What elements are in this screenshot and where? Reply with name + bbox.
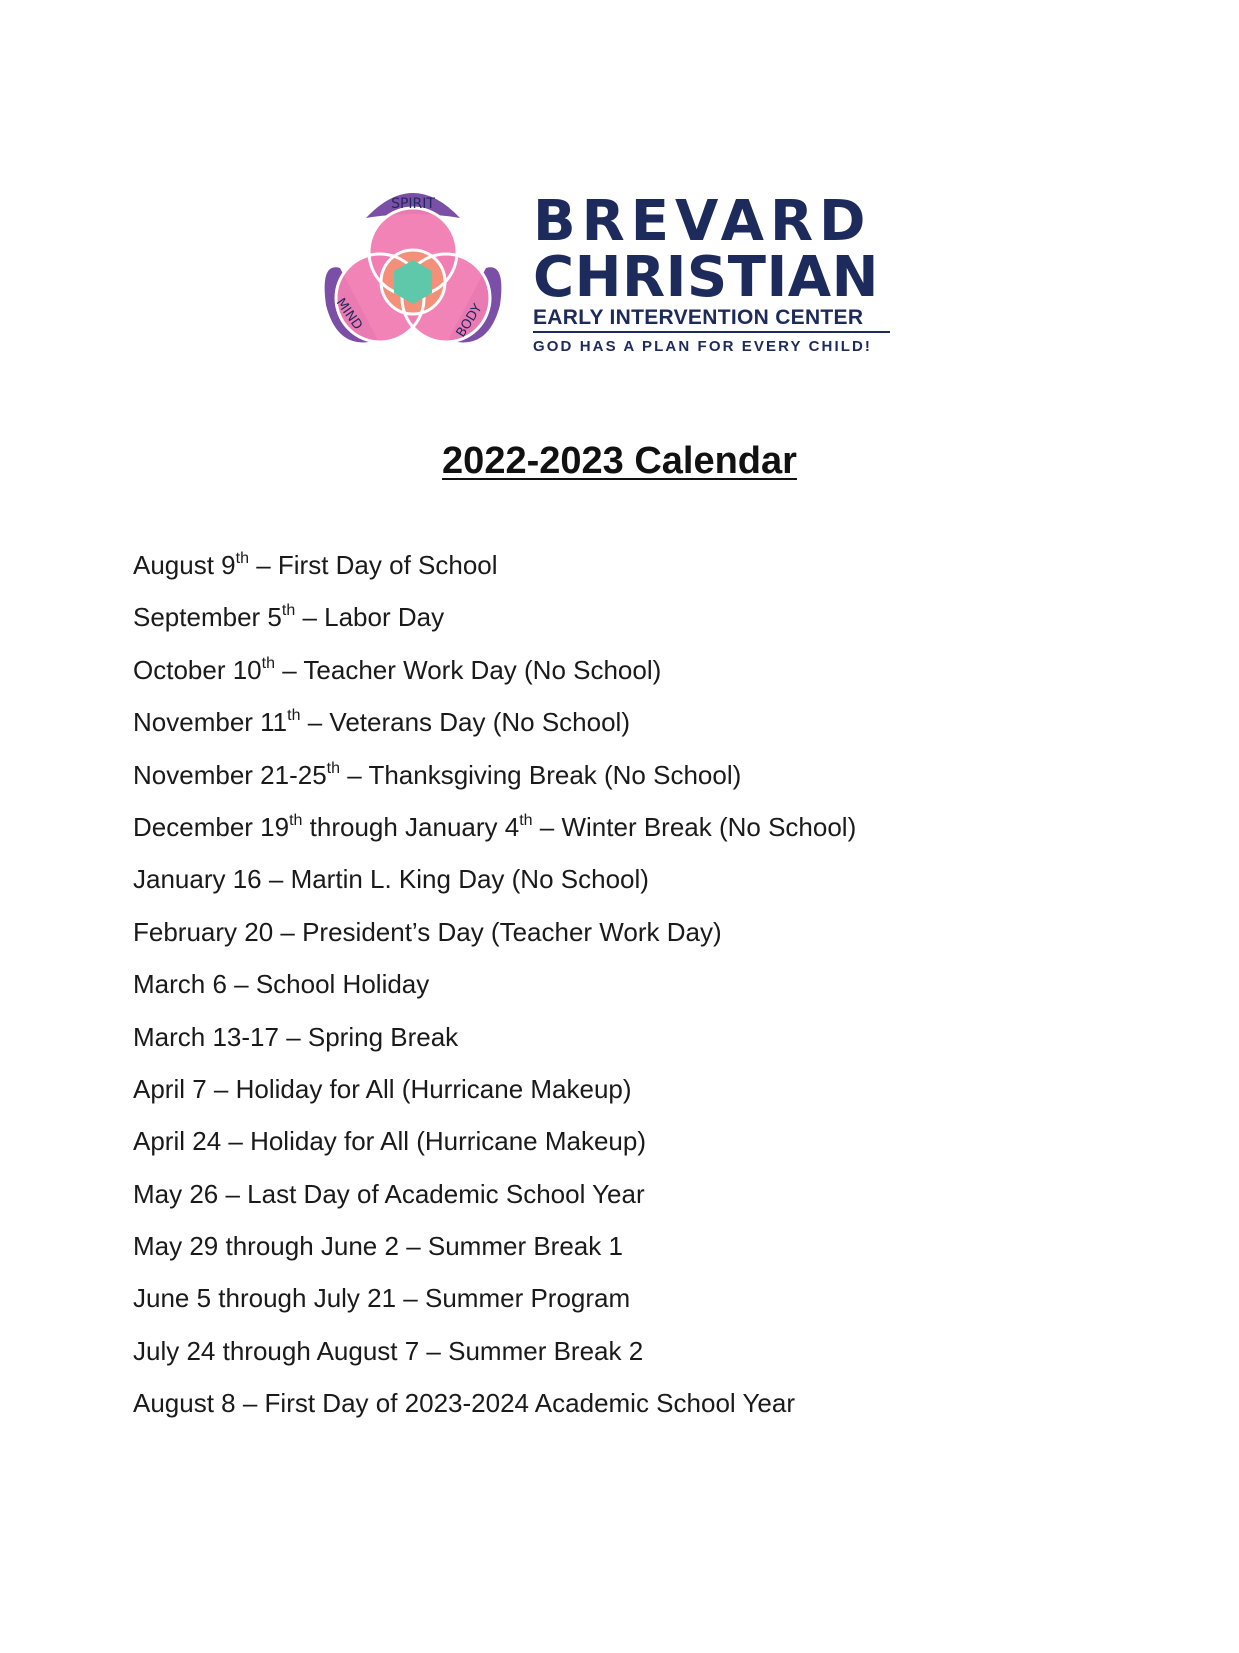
list-item <box>133 969 856 1021</box>
page-title <box>0 440 1239 483</box>
event-description: – Veterans Day (No School) <box>300 707 630 738</box>
ordinal-suffix: th <box>519 811 533 829</box>
brand-tagline: GOD HAS A PLAN FOR EVERY CHILD! <box>533 338 873 355</box>
list-item <box>133 707 856 759</box>
list-item <box>133 1179 856 1231</box>
brand-logo <box>318 180 898 360</box>
event-date: March 13-17 <box>133 1021 279 1052</box>
event-date: April 7 <box>133 1073 207 1104</box>
event-description: – Holiday for All (Hurricane Makeup) <box>221 1126 646 1157</box>
event-description: – Summer Break 2 <box>419 1335 644 1366</box>
event-list <box>133 550 856 1441</box>
event-date: August 9 <box>133 550 236 580</box>
event-date: November 11 <box>133 707 288 738</box>
list-item <box>133 812 856 864</box>
event-date: June 5 through July 21 <box>133 1283 397 1314</box>
event-description: – School Holiday <box>226 969 430 1000</box>
mind-label: MIND <box>332 295 365 333</box>
list-item <box>133 1126 856 1178</box>
event-date: November 21-25 <box>133 759 327 790</box>
event-date: July 24 through August 7 <box>133 1335 420 1366</box>
event-date: December 19 <box>133 811 290 842</box>
event-date: January 16 <box>133 864 262 895</box>
list-item <box>133 655 856 707</box>
ordinal-suffix: th <box>326 759 340 777</box>
list-item <box>133 760 856 812</box>
brand-wordmark <box>533 189 903 355</box>
trinity-knot-icon <box>318 180 508 360</box>
event-description: – Spring Break <box>278 1021 459 1052</box>
list-item <box>133 864 856 916</box>
event-description: – Summer Program <box>396 1283 631 1314</box>
ordinal-suffix: th <box>235 550 249 567</box>
list-item <box>133 917 856 969</box>
brand-name-line2: CHRISTIAN <box>533 245 879 310</box>
event-description: – First Day of 2023-2024 Academic School Year <box>235 1388 795 1419</box>
list-item <box>133 1283 856 1335</box>
event-description: – First Day of School <box>248 550 498 580</box>
body-label: BODY <box>453 301 486 341</box>
event-description: – Last Day of Academic School Year <box>218 1178 645 1209</box>
event-date: September 5 <box>133 602 282 633</box>
event-description: – President’s Day (Teacher Work Day) <box>273 916 722 947</box>
event-date: May 29 through June 2 <box>133 1231 399 1262</box>
list-item <box>133 602 856 654</box>
list-item <box>133 1074 856 1126</box>
ordinal-suffix: th <box>287 707 301 725</box>
spirit-label: SPIRIT <box>391 196 435 212</box>
event-description: – Winter Break (No School) <box>532 811 857 842</box>
event-description: – Martin L. King Day (No School) <box>261 864 649 895</box>
event-description: – Thanksgiving Break (No School) <box>340 759 742 790</box>
event-description: – Labor Day <box>295 602 445 633</box>
brand-subtitle: EARLY INTERVENTION CENTER <box>533 306 890 333</box>
event-date: March 6 <box>133 969 227 1000</box>
event-date: October 10 <box>133 654 262 685</box>
event-date: February 20 <box>133 916 274 947</box>
brand-name-line1: BREVARD <box>533 189 872 254</box>
ordinal-suffix: th <box>281 602 296 620</box>
list-item <box>133 1388 856 1440</box>
list-item <box>133 1231 856 1283</box>
event-description: – Holiday for All (Hurricane Makeup) <box>206 1073 632 1104</box>
page-title-text: 2022-2023 Calendar <box>442 440 797 482</box>
event-date: April 24 <box>133 1126 222 1157</box>
event-date: May 26 <box>133 1178 219 1209</box>
ordinal-suffix: th <box>261 654 275 672</box>
list-item <box>133 550 856 602</box>
ordinal-suffix: th <box>289 811 303 829</box>
list-item <box>133 1336 856 1388</box>
event-description: – Teacher Work Day (No School) <box>274 654 662 685</box>
event-date: August 8 <box>133 1388 236 1419</box>
list-item <box>133 1022 856 1074</box>
event-date: through January 4 <box>302 811 520 842</box>
event-description: – Summer Break 1 <box>398 1231 623 1262</box>
